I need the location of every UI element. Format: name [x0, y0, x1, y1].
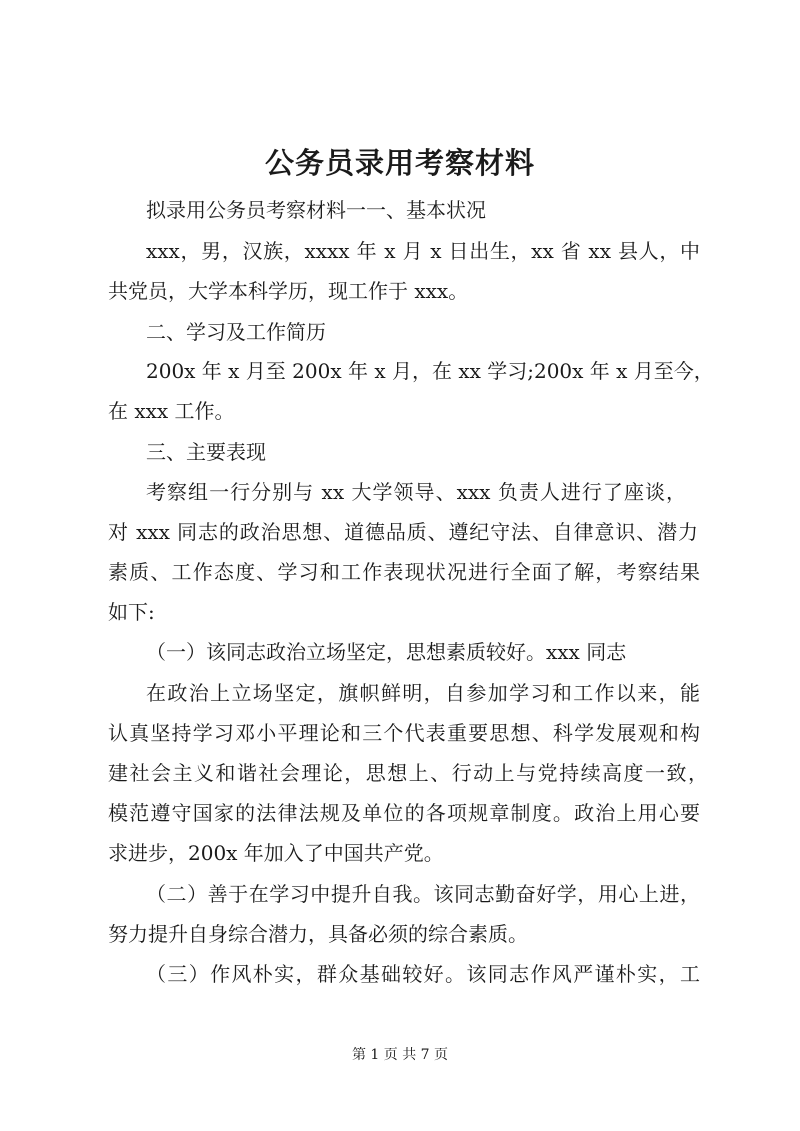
text-line: 200x 年 x 月至 200x 年 x 月，在 xx 学习;200x 年 x 月至今， [146, 359, 714, 383]
text-line: （一）该同志政治立场坚定，思想素质较好。xxx 同志 [146, 640, 627, 664]
text-line: （三）作风朴实，群众基础较好。该同志作风严谨朴实，工 [146, 962, 700, 986]
text-line: 在 xxx 工作。 [108, 399, 235, 423]
document-title: 公务员录用考察材料 [264, 146, 535, 180]
text-line: 对 xxx 同志的政治思想、道德品质、遵纪守法、自律意识、潜力 [108, 520, 698, 544]
text-line: 素质、工作态度、学习和工作表现状况进行全面了解，考察结果 [108, 560, 700, 584]
text-line: 考察组一行分别与 xx 大学领导、xxx 负责人进行了座谈， [146, 480, 686, 504]
text-line: 如下: [108, 600, 155, 624]
text-line: 共党员，大学本科学历，现工作于 xxx。 [108, 279, 469, 303]
text-line: xxx，男，汉族，xxxx 年 x 月 x 日出生，xx 省 xx 县人，中 [146, 239, 700, 263]
section-heading: 三、主要表现 [146, 440, 266, 464]
text-line: 建社会主义和谐社会理论，思想上、行动上与党持续高度一致， [108, 761, 708, 785]
text-line: 在政治上立场坚定，旗帜鲜明，自参加学习和工作以来，能 [146, 681, 700, 705]
text-line: 拟录用公务员考察材料一一、基本状况 [146, 198, 486, 222]
page-footer: 第 1 页 共 7 页 [351, 1047, 449, 1063]
text-line: （二）善于在学习中提升自我。该同志勤奋好学，用心上进， [146, 882, 700, 906]
text-line: 努力提升自身综合潜力，具备必须的综合素质。 [108, 922, 528, 946]
text-line: 求进步，200x 年加入了中国共产党。 [108, 841, 444, 865]
section-heading: 二、学习及工作简历 [146, 320, 326, 344]
text-line: 认真坚持学习邓小平理论和三个代表重要思想、科学发展观和构 [108, 721, 700, 745]
text-line: 模范遵守国家的法律法规及单位的各项规章制度。政治上用心要 [108, 801, 700, 825]
